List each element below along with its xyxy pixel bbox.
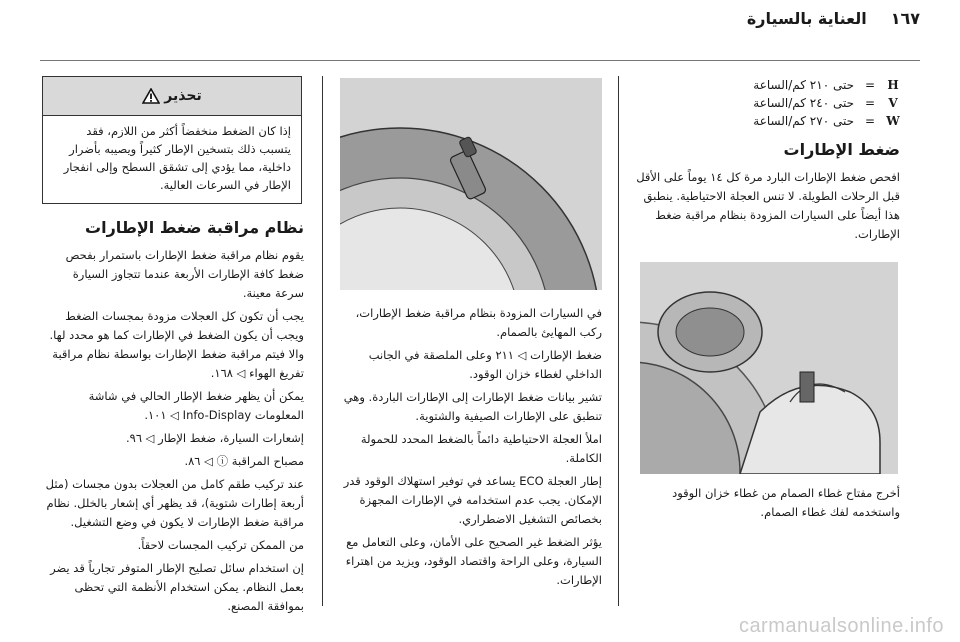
tire-pressure-heading: ضغط الإطارات: [783, 140, 900, 159]
speed-rating-list: [628, 76, 900, 130]
fuel-door-illustration: [640, 262, 898, 474]
left-para: يجب أن تكون كل العجلات مزودة بمجسات الضغط ويجب أن يكون الضغط في الإطارات كما هو محدد لها. والا فيتم مراقبة ضغط الإطارات بواسطة نظام مراقبة تفريغ الهواء ◁ ١٦٨.: [49, 309, 304, 380]
middle-para: املأ العجلة الاحتياطية دائماً بالضغط المحدد للحمولة الكاملة.: [360, 432, 602, 465]
left-para: يمكن أن يظهر ضغط الإطار الحالي في شاشة المعلومات Info-Display ◁ ١٠١.: [88, 389, 304, 422]
warning-box: [42, 76, 302, 204]
left-para: إن استخدام سائل تصليح الإطار المتوفر تجارياً قد يضر بعمل النظام. يمكن استخدام الأنظمة التي تحظى بموافقة المصنع.: [50, 561, 304, 613]
column-divider-left: [322, 76, 323, 606]
right-column: [628, 76, 900, 248]
watermark: carmanualsonline.info: [738, 615, 944, 637]
valve-cap-figure: [640, 262, 898, 474]
speed-row: V = حتى ٢٤٠ كم/الساعة: [753, 96, 898, 110]
header-rule: [40, 60, 920, 61]
left-para: عند تركيب طقم كامل من العجلات بدون مجسات (مثل أربعة إطارات شتوية)، قد يظهر أي إشعار بالخلل. نظام مراقبة ضغط الإطارات لا يكون في وضع التشغيل.: [45, 477, 304, 529]
page-header: [40, 0, 920, 36]
warning-body: إذا كان الضغط منخفضاً أكثر من اللازم، فقد يتسبب ذلك بتسخين الإطار كثيراً ويصيبه بأضرار داخلية، مما يؤدي إلى تشقق السطح وإلى انفجار الإطار في السرعات العالية.: [63, 124, 291, 192]
middle-column: [336, 304, 602, 594]
middle-para: ضغط الإطارات ◁ ٢١١ وعلى الملصقة في الجانب الداخلي لغطاء خزان الوقود.: [368, 348, 602, 381]
tire-valve-figure: [340, 78, 602, 290]
left-para: من الممكن تركيب المجسات لاحقاً.: [137, 538, 304, 552]
column-divider-right: [618, 76, 619, 606]
speed-row: H = حتى ٢١٠ كم/الساعة: [753, 78, 899, 92]
tire-pressure-para: افحص ضغط الإطارات البارد مرة كل ١٤ يوماً على الأقل قبل الرحلات الطويلة. لا تنس العجلة الاحتياطية. ينطبق هذا أيضاً على السيارات المزودة بنظام مراقبة ضغط الإطارات.: [636, 170, 900, 241]
warning-title: تحذير: [43, 77, 301, 116]
speed-row: W = حتى ٢٧٠ كم/الساعة: [753, 114, 900, 128]
page-number: ١٦٧: [890, 8, 920, 28]
left-para: إشعارات السيارة، ضغط الإطار ◁ ٩٦.: [125, 431, 304, 445]
tire-valve-illustration: [340, 78, 602, 290]
valve-cap-caption: أخرج مفتاح غطاء الصمام من غطاء خزان الوقود واستخدمه لفك غطاء الصمام.: [672, 486, 900, 519]
middle-para: تشير بيانات ضغط الإطارات إلى الإطارات الباردة. وهي تنطبق على الإطارات الصيفية والشتوية.: [343, 390, 602, 423]
section-title: العناية بالسيارة: [746, 8, 867, 28]
middle-para: إطار العجلة ECO يساعد في توفير استهلاك الوقود قدر الإمكان. يجب عدم استخدامه في الإطارات المجهزة بخصائص التشغيل الاضطراري.: [343, 474, 602, 526]
middle-para: يؤثر الضغط غير الصحيح على الأمان، وعلى التعامل مع السيارة، وعلى الراحة واقتصاد الوقود، ويزيد من اهتراء الإطارات.: [345, 535, 602, 587]
middle-para: في السيارات المزودة بنظام مراقبة ضغط الإطارات، ركب المهايئ بالصمام.: [355, 306, 602, 339]
left-column: [42, 208, 304, 620]
left-para: مصباح المراقبة ⓘ ◁ ٨٦.: [184, 454, 304, 468]
left-para: يقوم نظام مراقبة ضغط الإطارات باستمرار بفحص ضغط كافة الإطارات الأربعة عندما تتجاوز السيارة سرعة معينة.: [65, 248, 304, 300]
tpms-heading: نظام مراقبة ضغط الإطارات: [85, 218, 304, 237]
warning-icon: [142, 88, 160, 104]
